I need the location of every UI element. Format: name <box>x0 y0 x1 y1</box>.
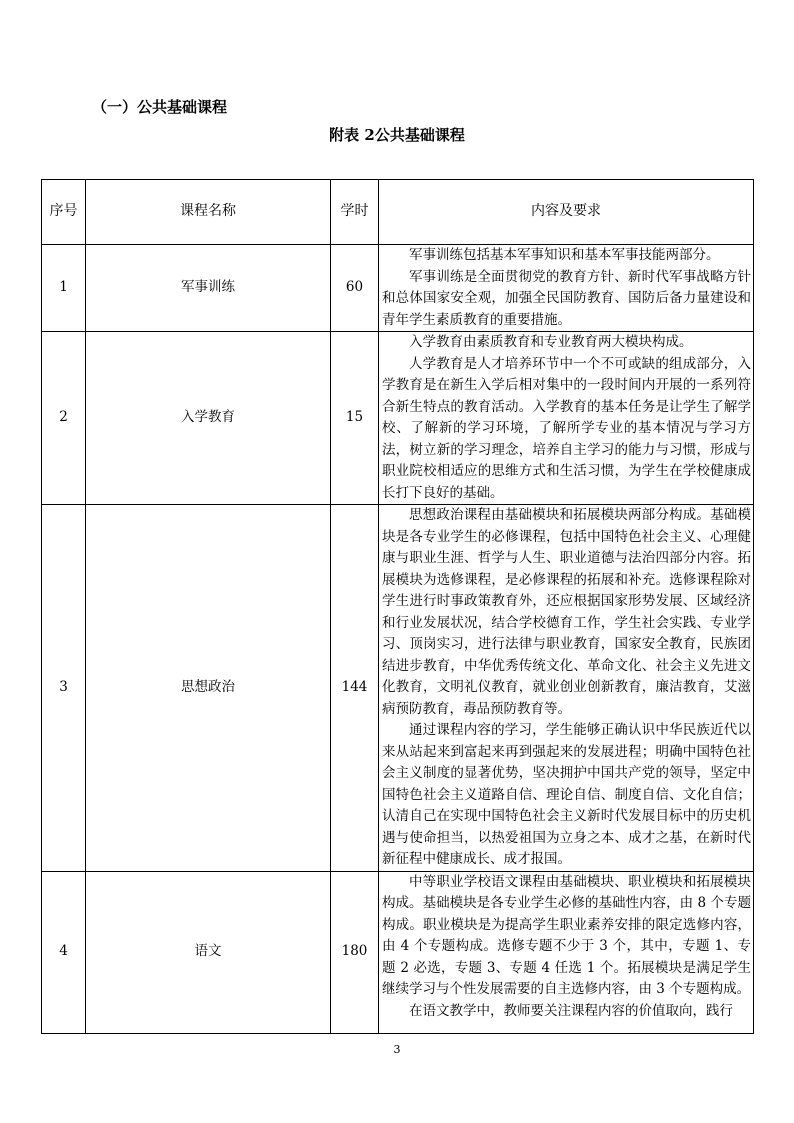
course-hours: 144 <box>331 505 379 872</box>
row-number: 1 <box>42 245 86 332</box>
table-row <box>42 332 754 505</box>
header-course-name: 课程名称 <box>86 180 331 245</box>
course-hours: 60 <box>331 245 379 332</box>
content-paragraph: 人学教育是人才培养环节中一个不可或缺的组成部分，入学教育是在新生入学后相对集中的一段时间内开展的一系列符合新生特点的教育活动。入学教育的基本任务是让学生了解学校、了解新的学习环境，了解所学专业的基本情况与学习方法，树立新的学习理念，培养自主学习的能力与习惯，形成与职业院校相适应的思维方式和生活习惯，为学生在学校健康成长打下良好的基础。 <box>382 355 751 501</box>
course-content <box>379 245 754 332</box>
course-content <box>379 505 754 872</box>
table-caption: 附表 2公共基础课程 <box>329 126 465 144</box>
content-paragraph: 军事训练包括基本军事知识和基本军事技能两部分。 <box>409 247 720 263</box>
table-header-row <box>42 180 754 245</box>
content-paragraph: 入学教育由素质教育和专业教育两大模块构成。 <box>409 334 693 350</box>
content-paragraph: 军事训练是全面贯彻党的教育方针、新时代军事战略方针和总体国家安全观，加强全民国防教育、国防后备力量建设和青年学生素质教育的重要措施。 <box>382 268 751 328</box>
table-row <box>42 505 754 872</box>
row-number: 3 <box>42 505 86 872</box>
table-row <box>42 871 754 1033</box>
table-row <box>42 245 754 332</box>
course-hours: 15 <box>331 332 379 505</box>
course-content <box>379 332 754 505</box>
row-number: 4 <box>42 871 86 1033</box>
content-paragraph: 中等职业学校语文课程由基础模块、职业模块和拓展模块构成。基础模块是各专业学生必修的基础性内容，由 8 个专题构成。职业模块是为提高学生职业素养安排的限定选修内容，由 4 个专题构成。选修专题不少于 3 个，其中，专题 1、专题 2 必选，专题 3、专题 4 任选 1 个。拓展模块是满足学生继续学习与个性发展需要的自主选修内容，由 3 个专题构成。 <box>382 873 751 997</box>
course-name: 语文 <box>86 871 331 1033</box>
public-courses-table <box>41 179 754 1034</box>
header-content: 内容及要求 <box>379 180 754 245</box>
course-name: 入学教育 <box>86 332 331 505</box>
course-name: 思想政治 <box>86 505 331 872</box>
course-hours: 180 <box>331 871 379 1033</box>
content-paragraph: 通过课程内容的学习，学生能够正确认识中华民族近代以来从站起来到富起来再到强起来的发展进程；明确中国特色社会主义制度的显著优势，坚决拥护中国共产党的领导，坚定中国特色社会主义道路自信、理论自信、制度自信、文化自信；认清自己在实现中国特色社会主义新时代发展目标中的历史机遇与使命担当，以热爱祖国为立身之本、成才之基，在新时代新征程中健康成长、成才报国。 <box>382 722 751 867</box>
content-paragraph: 在语文教学中，教师要关注课程内容的价值取向，践行 <box>409 1002 733 1019</box>
section-heading: （一）公共基础课程 <box>92 98 228 116</box>
header-number: 序号 <box>42 180 86 245</box>
content-paragraph: 思想政治课程由基础模块和拓展模块两部分构成。基础模块是各专业学生的必修课程，包括中国特色社会主义、心理健康与职业生涯、哲学与人生、职业道德与法治四部分内容。拓展模块为选修课程，是必修课程的拓展和补充。选修课程除对学生进行时事政策教育外，还应根据国家形势发展、区域经济和行业发展状况，结合学校德育工作，学生社会实践、专业学习、顶岗实习，进行法律与职业教育，国家安全教育，民族团结进步教育，中华优秀传统文化、革命文化、社会主义先进文化教育，文明礼仪教育，就业创业创新教育，廉洁教育，艾滋病预防教育，毒品预防教育等。 <box>382 507 751 717</box>
course-content <box>379 871 754 1033</box>
header-hours: 学时 <box>331 180 379 245</box>
course-name: 军事训练 <box>86 245 331 332</box>
row-number: 2 <box>42 332 86 505</box>
page-number: 3 <box>393 1043 401 1056</box>
